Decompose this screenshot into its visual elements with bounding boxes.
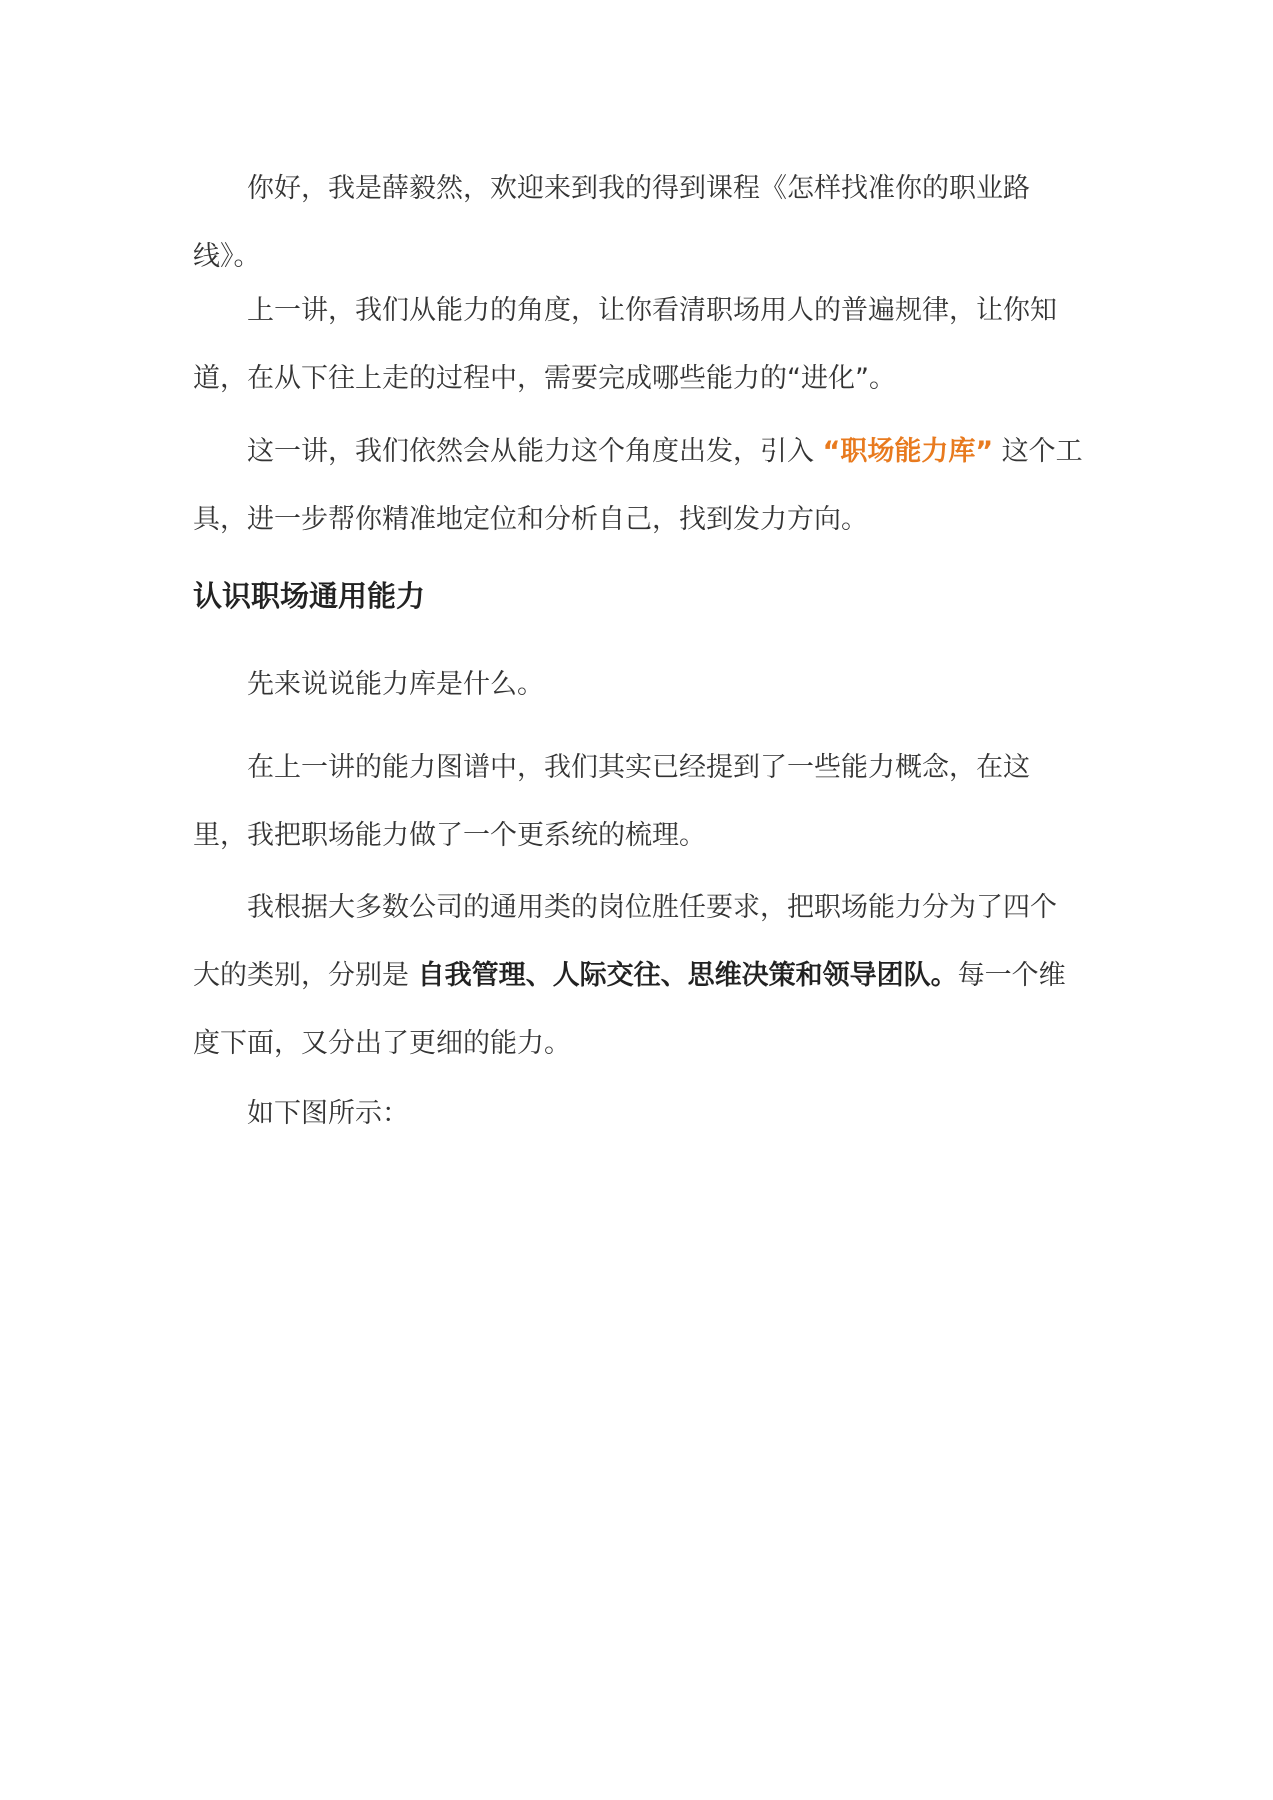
paragraph-as-shown-text: 如下图所示：: [247, 1098, 409, 1129]
paragraph-as-shown: [193, 1080, 1083, 1148]
four-categories-bold: 自我管理、人际交往、思维决策和领导团队。: [417, 960, 958, 991]
paragraph-previous-lesson: [193, 277, 1083, 413]
paragraph-what-is-library-text: 先来说说能力库是什么。: [247, 669, 544, 700]
paragraph-four-categories-text-before: 我根据大多数公司的通用类的岗位胜任要求，把职场能力分为了四个大的类别，分别是: [193, 892, 1057, 991]
paragraph-this-lesson: [193, 418, 1083, 554]
paragraph-ability-map: [193, 734, 1083, 870]
paragraph-this-lesson-text-before: 这一讲，我们依然会从能力这个角度出发，引入: [247, 436, 823, 467]
paragraph-four-categories: [193, 874, 1083, 1078]
paragraph-ability-map-text: 在上一讲的能力图谱中，我们其实已经提到了一些能力概念，在这里，我把职场能力做了一个更系统的梳理。: [193, 752, 1030, 851]
section-heading: 认识职场通用能力: [193, 579, 426, 613]
highlight-ability-library: “职场能力库”: [822, 436, 994, 467]
paragraph-previous-lesson-text: 上一讲，我们从能力的角度，让你看清职场用人的普遍规律，让你知道，在从下往上走的过程中，需要完成哪些能力的“进化”。: [193, 295, 1057, 394]
paragraph-what-is-library: [193, 651, 1083, 719]
paragraph-four-categories-text-after: 每一个维度下面，又分出了更细的能力。: [193, 960, 1066, 1059]
paragraph-this-lesson-text-after: 这个工具，进一步帮你精准地定位和分析自己，找到发力方向。: [193, 436, 1083, 535]
paragraph-intro-text: 你好，我是薛毅然，欢迎来到我的得到课程《怎样找准你的职业路线》。: [193, 173, 1030, 272]
paragraph-intro: [193, 155, 1083, 291]
